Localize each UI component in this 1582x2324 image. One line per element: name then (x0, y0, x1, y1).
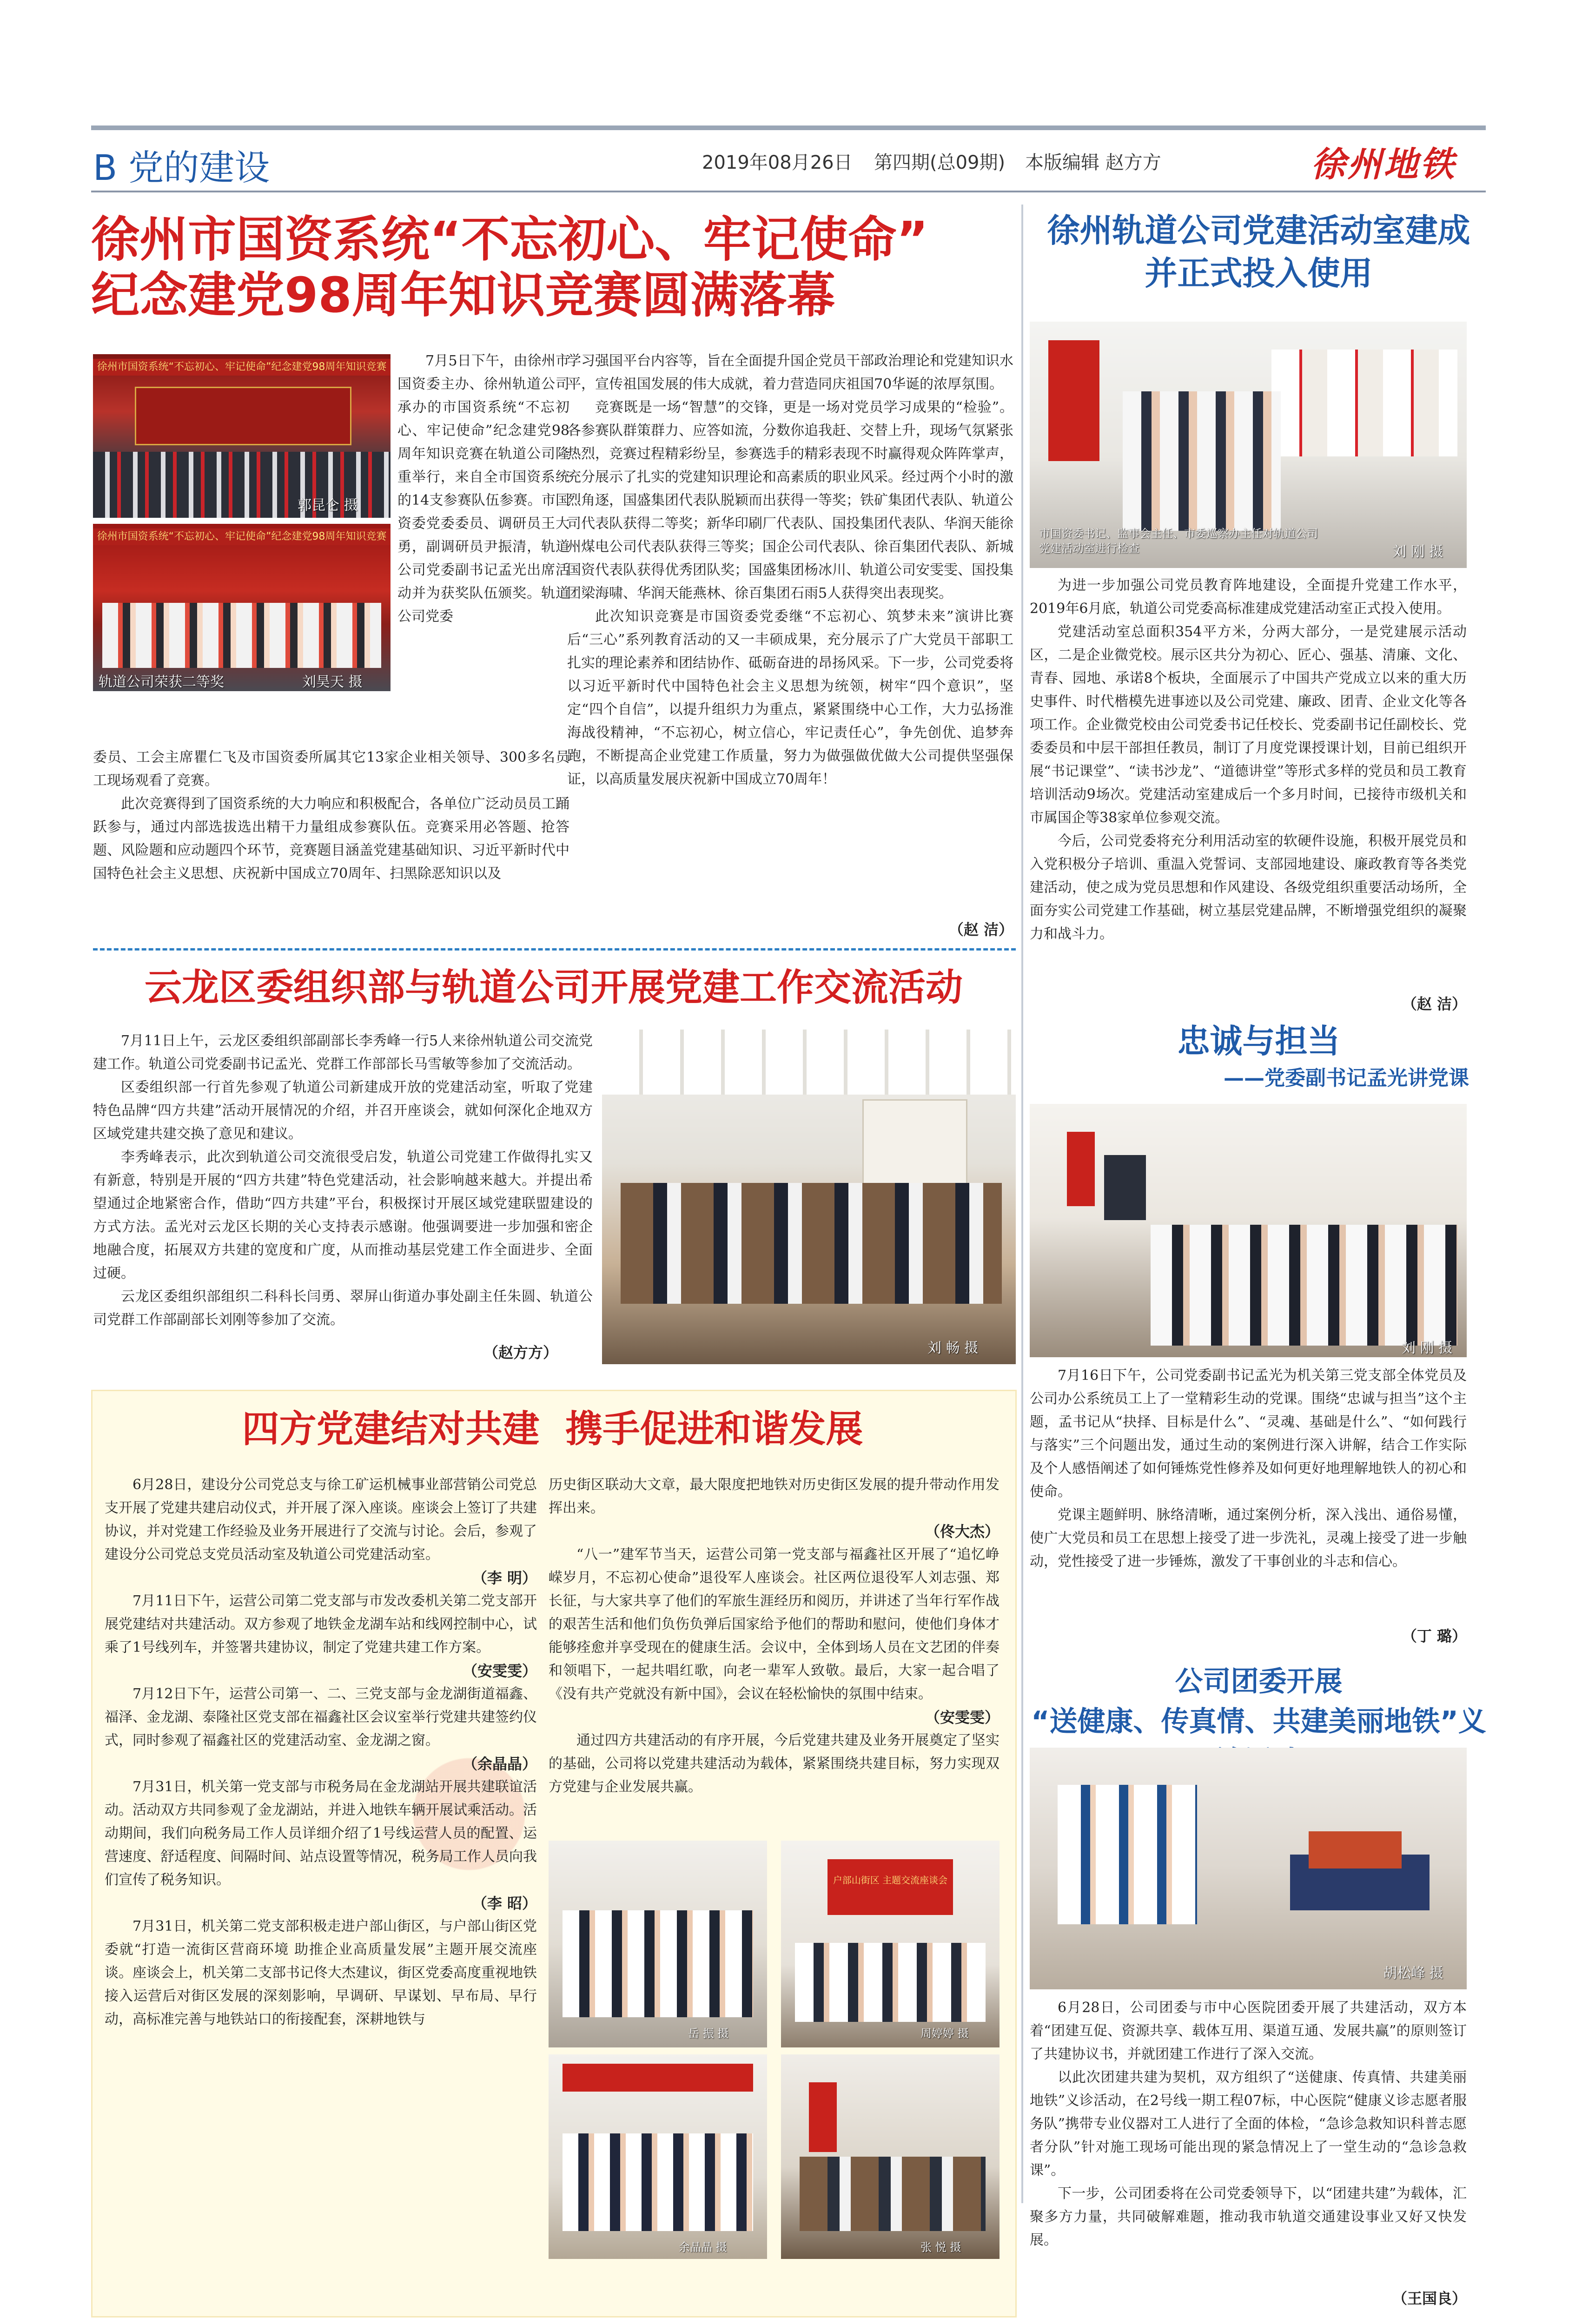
paragraph: 区委组织部一行首先参观了轨道公司新建成开放的党建活动室，听取了党建特色品牌“四方共建”活动开展情况的介绍，并召开座谈会，就如何深化企地双方区域党建共建交换了意见和建议。 (93, 1079, 593, 1142)
article5-title-line1: 公司团委开展 (1175, 1665, 1343, 1698)
ceiling-lights (602, 1030, 1016, 1095)
article5-photo-clinic (1030, 1748, 1467, 1989)
paragraph: 此次知识竞赛是市国资委党委继“不忘初心、筑梦未来”演讲比赛后“三心”系列教育活动的又一丰硕成果，充分展示了广大党员干部职工扎实的理论素养和团结协作、砥砺奋进的昂扬风采。下一步，公司党委将以习近平新时代中国特色社会主义思想为统领，树牢“四个意识”，坚定“四个自信”，以提升组织力为重点，紧紧围绕中心工作，大力弘扬淮海战役精神，“不忘初心，树立信心，牢记责任心”，争先创优、追梦奔跑，不断提高企业党建工作质量，努力为做强做优做大公司提供坚强保证，以高质量发展庆祝新中国成立70周年！ (567, 608, 1013, 787)
paragraph: 7月16日下午，公司党委副书记孟光为机关第三党支部全体党员及公司办公系统员工上了一堂精彩生动的党课。围绕“忠诚与担当”这个主题，孟书记从“抉择、目标是什么”、“灵魂、基础是什么”、“如何践行与落实”三个问题出发，通过生动的案例进行深入讲解，结合工作实际及个人感悟阐述了如何锤炼党性修养及如何更好地理解地铁人的初心和使命。 (1030, 1367, 1467, 1500)
article6-photo-a (549, 1841, 767, 2047)
byline: （安雯雯） (462, 1662, 537, 1680)
medical-staff (1058, 1785, 1197, 1924)
paragraph: 7月12日下午，运营公司第一、二、三党支部与金龙湖街道福鑫、福泽、金龙湖、泰隆社区党支部在福鑫社区会议室举行党建共建签约仪式，同时参观了福鑫社区的党建活动室、金龙湖之窗。 (105, 1686, 537, 1749)
byline: （李 昭） (472, 1895, 537, 1912)
article2-photo-activity-room (1030, 322, 1467, 568)
article3-photo-meeting (602, 1030, 1016, 1364)
paragraph: 7月11日下午，运营公司第二党支部与市发改委机关第二党支部开展党建结对共建活动。双方参观了地铁金龙湖车站和线网控制中心，试乘了1号线列车，并签署共建协议，制定了党建共建工作方案。 (105, 1593, 537, 1656)
paragraph: 6月28日，建设分公司党总支与徐工矿运机械事业部营销公司党总支开展了党建共建启动仪式，并开展了深入座谈。座谈会上签订了共建协议，并对党建工作经验及业务开展进行了交流与讨论。会后，参观了建设分公司党总支党员活动室及轨道公司党建活动室。 (105, 1477, 537, 1563)
paragraph: 党课主题鲜明、脉络清晰，通过案例分析，深入浅出、通俗易懂，使广大党员和员工在思想上接受了进一步洗礼，灵魂上接受了进一步触动，党性接受了进一步锤炼，激发了干事创业的斗志和信心。 (1030, 1507, 1467, 1570)
photo-caption: 市国资委书记、监事会主任、市委巡察办主任对轨道公司党建活动室进行检查 (1039, 527, 1318, 555)
photo-credit: 张 悦 摄 (920, 2241, 961, 2254)
byline: （安雯雯） (925, 1709, 1000, 1726)
meeting-screen: 户部山街区 主题交流座谈会 (827, 1859, 953, 1915)
photo-banner: 徐州市国资系统“不忘初心、牢记使命”纪念建党98周年知识竞赛 (93, 359, 391, 376)
byline: （余晶晶） (462, 1755, 537, 1773)
flag (1048, 340, 1099, 461)
group-visit (563, 1910, 753, 2017)
article1-photo-award (93, 524, 391, 691)
byline: （李 明） (472, 1569, 537, 1587)
article4-photo-lecture (1030, 1104, 1467, 1357)
paragraph: 7月11日上午，云龙区委组织部副部长李秀峰一行5人来徐州轨道公司交流党建工作。轨道公司党委副书记孟光、党群工作部部长马雪敏等参加了交流活动。 (93, 1033, 593, 1072)
photo-credit: 胡松峰 摄 (1383, 1965, 1443, 1981)
award-winners-row (102, 603, 381, 668)
speaker (1104, 1155, 1146, 1220)
article1-headline (91, 211, 1030, 323)
meeting-table (621, 1183, 1002, 1304)
photo-credit: 刘昊天 摄 (302, 674, 363, 690)
article5-body (1030, 1996, 1467, 2294)
visitors-group (1123, 391, 1281, 531)
article6-photo-d (781, 2054, 1000, 2259)
photo-credit: 岳 振 摄 (688, 2027, 729, 2040)
patient (1309, 1831, 1402, 1868)
photo-credit: 刘 刚 摄 (1402, 1340, 1453, 1356)
paragraph: 学习强国平台内容等，旨在全面提升国企党员干部政治理论和党建知识水平，宣传祖国发展的伟大成就，着力营造同庆祖国70华诞的浓厚氛围。 (567, 353, 1013, 392)
meeting-participants (795, 1943, 986, 2022)
article5-title-line2: “送健康、传真情、共建美丽地铁”义 (1031, 1705, 1486, 1738)
exhibit-wall (1271, 350, 1457, 456)
audience (1151, 1225, 1457, 1346)
article1-column2 (567, 350, 1013, 935)
issue-number: 第四期(总09期) (874, 152, 1006, 173)
article1-photo-ceremony (93, 354, 391, 518)
article1-column1-wide (93, 746, 569, 932)
article4-subtitle: ——党委副书记孟光讲党课 (1224, 1066, 1469, 1090)
photo-credit: 刘 刚 摄 (1392, 544, 1443, 560)
photo-credit: 刘 畅 摄 (927, 1340, 979, 1356)
article3-body (93, 1030, 593, 1341)
paragraph: 党建活动室总面积354平方米，分两大部分，一是党建展示活动区，二是企业微党校。展示区共分为初心、匠心、强基、清廉、文化、青春、园地、承诺8个板块，全面展示了中国共产党成立以来的重大历史事件、时代楷模先进事迹以及公司党建、廉政、团青、企业文化等各项工作。企业微党校由公司党委书记任校长、党委副书记任副校长、党委委员和中层干部担任教员，制订了月度党课授课计划，目前已组织开展“书记课堂”、“读书沙龙”、“道德讲堂”等形式多样的党员和员工教育培训活动9场次。党建活动室建成后一个多月时间，已接待市级机关和市属国企等38家单位参观交流。 (1030, 624, 1467, 826)
dashed-separator (93, 948, 1016, 951)
paragraph: 委员、工会主席瞿仁飞及市国资委所属其它13家企业相关领导、300多名员工现场观看了竞赛。 (93, 749, 569, 789)
top-rule (91, 125, 1486, 130)
article1-column1-narrow (397, 350, 569, 745)
article2-headline (1030, 209, 1488, 295)
photo-credit: 周婷婷 摄 (920, 2027, 969, 2040)
article2-body (1030, 574, 1467, 1006)
article4-body (1030, 1364, 1467, 1634)
seated-veterans (800, 2157, 986, 2231)
photo-credit: 郭昆仑 摄 (298, 497, 358, 514)
flag (809, 2082, 837, 2152)
article3-byline: （赵方方） (483, 1344, 558, 1361)
paragraph: 李秀峰表示，此次到轨道公司交流很受启发，轨道公司党建工作做得扎实又有新意，特别是开展的“四方共建”特色党建活动，社会影响越来越大。并提出希望通过企地紧密合作，借助“四方共建”平台，积极探讨开展区域党建联盟建设的方式方法。孟光对云龙区长期的关心支持表示感谢。他强调要进一步加强和密企地融合度，拓展双方共建的宽度和广度，从而推动基层党建工作全面进步、全面过硬。 (93, 1149, 593, 1281)
paragraph: 今后，公司党委将充分利用活动室的软硬件设施，积极开展党员和入党积极分子培训、重温入党誓词、支部园地建设、廉政教育等各类党建活动，使之成为党员思想和作风建设、各级党组织重要活动场所，全面夯实公司党建工作基础，树立基层党建品牌，不断增强党组织的凝聚力和战斗力。 (1030, 833, 1467, 942)
photo-caption: 轨道公司荣获二等奖 (99, 674, 224, 690)
paragraph: 7月5日下午，由徐州市国资委主办、徐州轨道公司承办的市国资系统“不忘初心、牢记使命”纪念建党98周年知识竞赛在轨道公司隆重举行，来自全市国资系统的14支参赛队伍参赛。市国资委党委委员、调研员王大勇，副调研员尹振清，轨道公司党委副书记孟光出席活动并为获奖队伍颁奖。轨道公司党委 (397, 353, 569, 625)
paragraph: 7月31日，机关第二党支部积极走进户部山街区，与户部山街区党委就“打造一流街区营商环境 助推企业高质量发展”主题开展交流座谈。座谈会上，机关第二支部书记佟大杰建议，街区党委高度重视地铁接入运营后对街区发展的深刻影响，早调研、早谋划、早布局、早行动，高标准完善与地铁站口的衔接配套，深耕地铁与 (105, 1918, 537, 2027)
editor-credit: 本版编辑 赵方方 (1025, 152, 1161, 173)
paragraph: 6月28日，公司团委与市中心医院团委开展了共建活动，双方本着“团建互促、资源共享、载体互用、渠道互通、发展共赢”的原则签订了共建协议书，并就团建工作进行了深入交流。 (1030, 2000, 1467, 2062)
section-label: B 党的建设 (93, 147, 270, 188)
paragraph: 为进一步加强公司党员教育阵地建设，全面提升党建工作水平，2019年6月底，轨道公司党委高标准建成党建活动室正式投入使用。 (1030, 577, 1467, 617)
photo-credit: 余晶晶 摄 (679, 2241, 727, 2254)
article6-column1 (105, 1473, 537, 2301)
red-banner (563, 2064, 753, 2092)
paragraph: 此次竞赛得到了国资系统的大力响应和积极配合，各单位广泛动员员工踊跃参与，通过内部选拔选出精干力量组成参赛队伍。竞赛采用必答题、抢答题、风险题和应动题四个环节，竞赛题目涵盖党建基础知识、习近平新时代中国特色社会主义思想、庆祝新中国成立70周年、扫黑除恶知识以及 (93, 796, 569, 882)
header-rule (91, 191, 1486, 192)
article2-title-line2: 并正式投入使用 (1145, 254, 1373, 292)
article1-byline: （赵 洁） (948, 921, 1013, 938)
paragraph: 7月31日，机关第一党支部与市税务局在金龙湖站开展共建联谊活动。活动双方共同参观了金龙湖站，并进入地铁车辆开展试乘活动。活动期间，我们向税务局工作人员详细介绍了1号线运营人员的配置、运营速度、舒适程度、间隔时间、站点设置等情况，税务局工作人员向我们宣传了税务知识。 (105, 1779, 537, 1888)
issue-date: 2019年08月26日 (702, 152, 853, 173)
article1-title-line1: 徐州市国资系统“不忘初心、牢记使命” (91, 211, 928, 268)
article2-title-line1: 徐州轨道公司党建活动室建成 (1047, 211, 1470, 250)
article4-headline: 忠诚与担当 (1177, 1022, 1340, 1060)
article6-photo-b (781, 1841, 1000, 2047)
column-divider (1021, 205, 1023, 2203)
paragraph: 云龙区委组织部组织二科科长闫勇、翠屏山街道办事处副主任朱圆、轨道公司党群工作部副部长刘刚等参加了交流。 (93, 1288, 593, 1328)
article1-title-line2: 纪念建党98周年知识竞赛圆满落幕 (91, 267, 835, 324)
article3-headline: 云龙区委组织部与轨道公司开展党建工作交流活动 (145, 966, 963, 1009)
paragraph: 以此次团建共建为契机，双方组织了“送健康、传真情、共建美丽地铁”义诊活动，在2号线一期工程07标，中心医院“健康义诊志愿者服务队”携带专业仪器对工人进行了全面的体检，“急诊急救知识科普志愿者分队”针对施工现场可能出现的紧急情况上了一堂生动的“急诊急救课”。 (1030, 2069, 1467, 2179)
paragraph: “八一”建军节当天，运营公司第一党支部与福鑫社区开展了“追忆峥嵘岁月，不忘初心使命”退役军人座谈会。社区两位退役军人刘志强、郑长征，与大家共享了他们的军旅生涯经历和阅历，并讲述了当年行军作战的艰苦生活和他们负伤负弹后国家给予他们的帮助和慰问，使他们身体才能够痊愈并享受现在的健康生活。会议中，全体到场人员在文艺团的伴奏和领唱下，一起共唱红歌，向老一辈军人致敬。最后，大家一起合唱了《没有共产党就没有新中国》，会议在轻松愉快的氛围中结束。 (549, 1546, 1000, 1702)
paragraph: 通过四方共建活动的有序开展，今后党建共建及业务开展奠定了坚实的基础，公司将以党建共建活动为载体，紧紧围绕共建目标，努力实现双方党建与企业发展共赢。 (549, 1732, 1000, 1795)
paragraph: 历史街区联动大文章，最大限度把地铁对历史街区发展的提升带动作用发挥出来。 (549, 1477, 1000, 1516)
article2-byline: （赵 洁） (1402, 995, 1467, 1013)
flag (1067, 1132, 1095, 1206)
paragraph: 下一步，公司团委将在公司党委领导下，以“团建共建”为载体，汇聚多方力量，共同破解难题，推动我市轨道交通建设事业又好又快发展。 (1030, 2185, 1467, 2248)
article4-byline: （丁 璐） (1402, 1627, 1467, 1645)
newspaper-logo: 徐州地铁 (1311, 145, 1456, 185)
photo-banner: 徐州市国资系统“不忘初心、牢记使命”纪念建党98周年知识竞赛 (93, 528, 391, 545)
stage-backdrop (135, 387, 351, 445)
article6-headline: 四方党建结对共建 携手促进和谐发展 (242, 1407, 863, 1451)
byline: （佟大杰） (925, 1523, 1000, 1540)
group-photo (563, 2133, 753, 2231)
article6-photo-c (549, 2054, 767, 2259)
paragraph: 竞赛既是一场“智慧”的交锋，更是一场对党员学习成果的“检验”。各参赛队群策群力、应答如流，分数你追我赶、交替上升，现场气氛紧张热烈，竞赛过程精彩纷呈，参赛选手的精彩表现不时赢得观众阵阵掌声，充分展示了扎实的党建知识理论和高素质的职业风采。经过两个小时的激烈角逐，国盛集团代表队脱颖而出获得一等奖；铁矿集团代表队、轨道公司代表队获得二等奖；新华印刷厂代表队、国投集团代表队、华润天能徐州煤电公司代表队获得三等奖；国企公司代表队、徐百集团代表队、新城国资代表队获得优秀团队奖；国盛集团杨冰川、轨道公司安雯雯、国投集团梁海啸、华润天能燕林、徐百集团石雨5人获得突出表现奖。 (567, 399, 1013, 601)
article5-byline: （王国良） (1392, 2290, 1467, 2307)
article6-column2 (549, 1473, 1000, 1827)
